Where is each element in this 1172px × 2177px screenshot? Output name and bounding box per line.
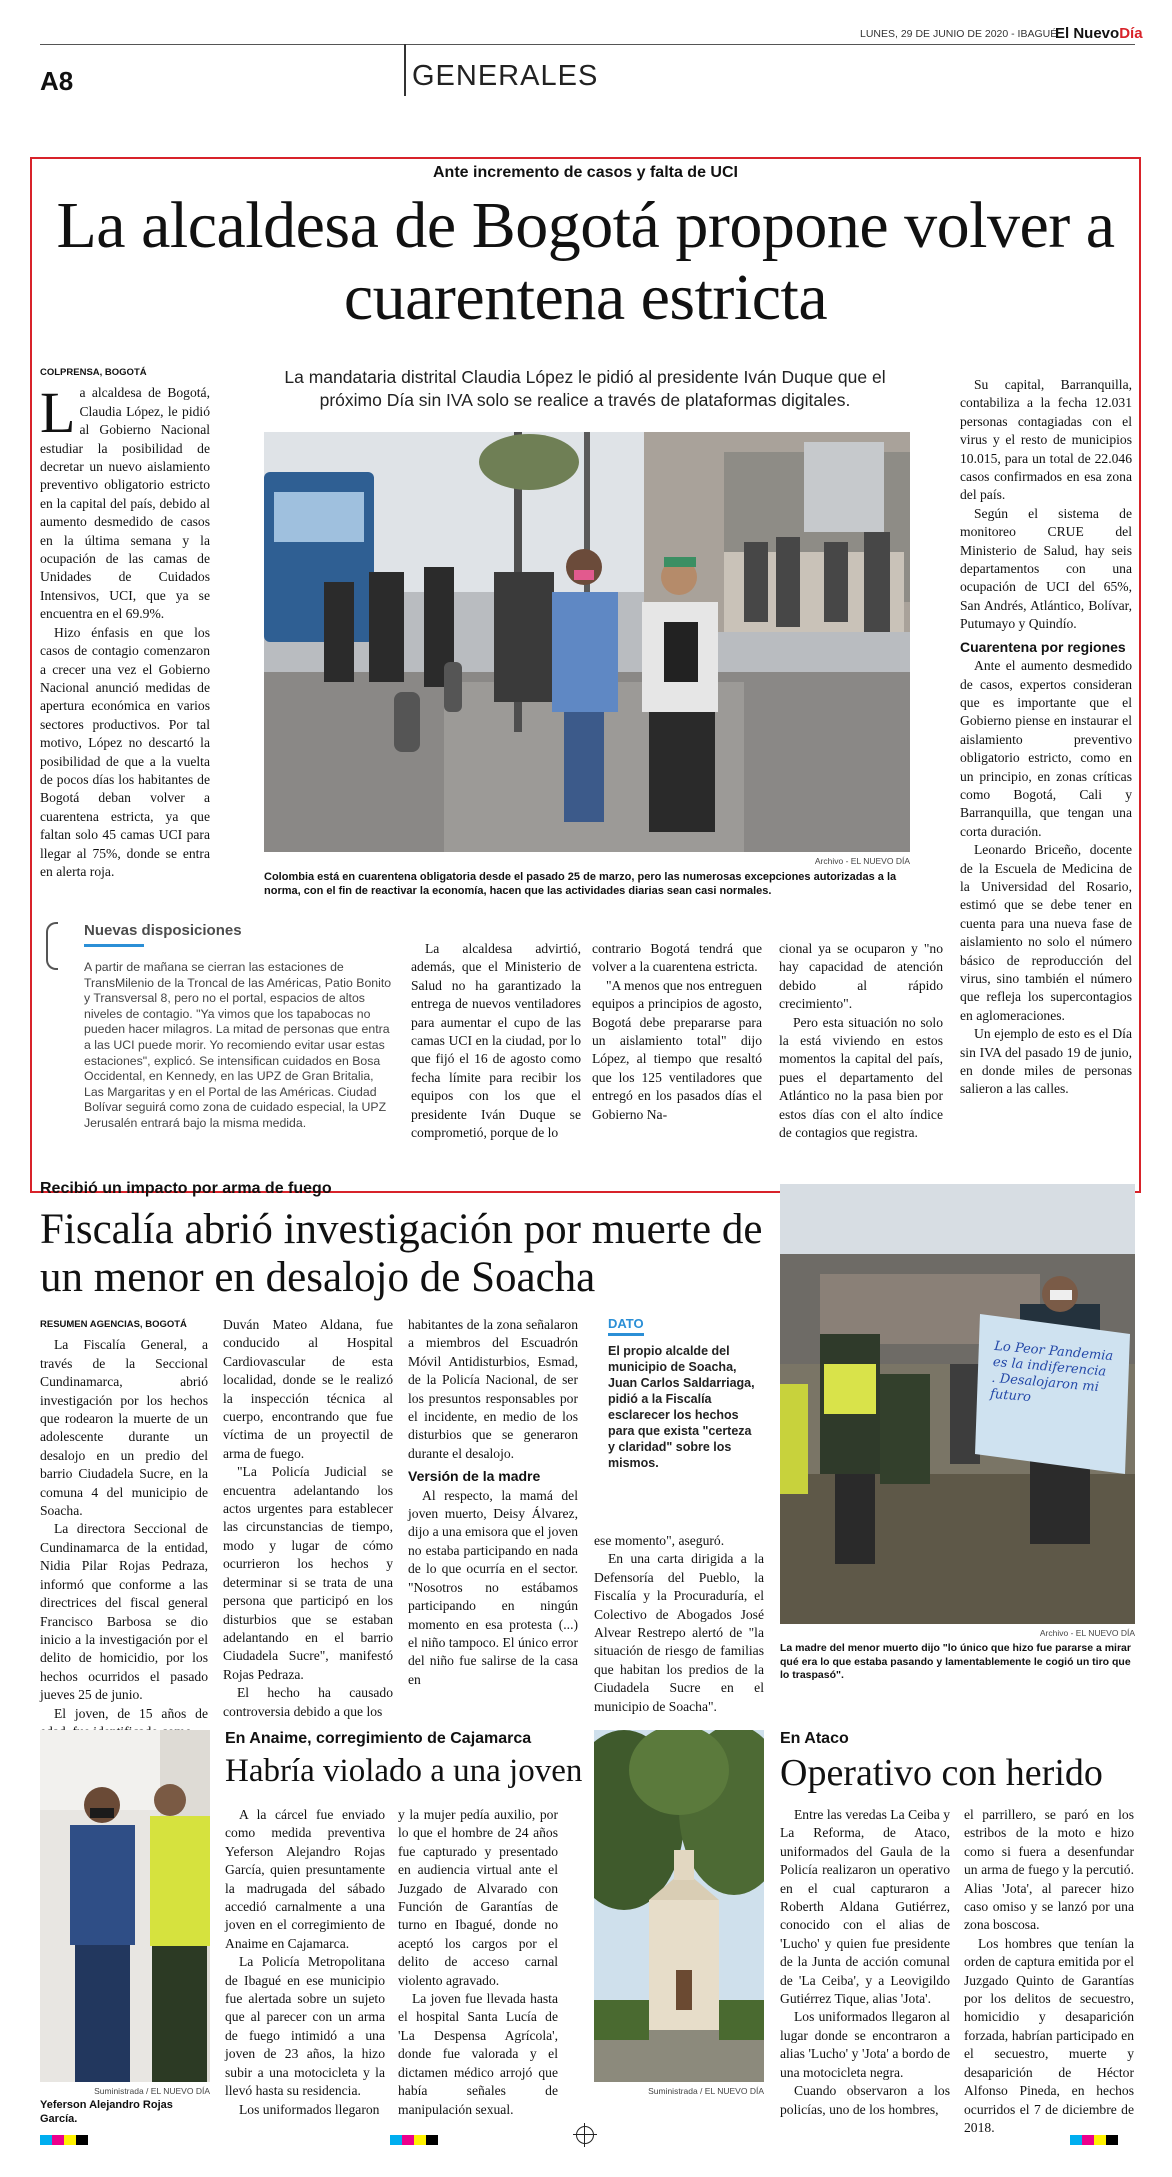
article3-kicker: En Anaime, corregimiento de Cajamarca — [225, 1730, 532, 1747]
article1-byline: COLPRENSA, BOGOTÁ — [40, 367, 147, 378]
article2-col2-p3: El hecho ha causado controversia debido a que los — [223, 1685, 393, 1719]
article2-col1-p2: La directora Seccional de Cundinamarca de la entidad, Nidia Pilar Rojas Pedraza, informó que conforme a las directrices del fiscal general Francisco Barbosa se dio inicio a la investigación por el delito de homicidio, por los hechos ocurridos el pasado jueves 25 de junio. — [40, 1521, 208, 1703]
article1-photo-caption: Colombia está en cuarentena obligatoria desde el pasado 25 de marzo, pero las numerosas excepciones autorizadas a la norma, con el fin de reactivar la economía, hacen que las actividades diarias sean casi normales. — [264, 871, 897, 897]
article2-col1 — [40, 1316, 208, 1741]
article3-col1-p2: La Policía Metropolitana de Ibagué en ese municipio fue alertada sobre un sujeto que al parecer con un arma de fuego intimidó a una joven de 23 años, la hizo subir a una motocicleta y la llevó hasta su residencia. — [225, 1954, 385, 2099]
article2-kicker: Recibió un impacto por arma de fuego — [40, 1180, 332, 1197]
sidebar-title-underline — [84, 944, 144, 947]
street-scene-photo — [264, 432, 910, 852]
color-registration-bar-center — [390, 2130, 438, 2149]
article2-col3-p1: habitantes de la zona señalaron a miembros del Escuadrón Móvil Antidisturbios, Esmad, de la Policía Nacional, de ser los presuntos responsables por el incidente, en medio de los disturbios que se generaron durante el desalojo. — [408, 1317, 578, 1461]
article3-col2 — [398, 1806, 558, 2119]
article1-right-p1: Su capital, Barranquilla, contabiliza a la fecha 12.031 personas contagiadas con el virus y el resto de municipios 10.015, para un total de 22.046 casos confirmados en esa zona del país. — [960, 377, 1132, 503]
masthead-main: El Nuevo — [1055, 25, 1120, 42]
article2-col3-p2: Al respecto, la mamá del joven muerto, Deisy Álvarez, dijo a una emisora que el joven no estaba participando en nada de lo que ocurría en el sector. "Nosotros no estábamos participando en ningún momento en esa protesta (...) el niño tampoco. El único error del niño fue salirse de la casa en — [408, 1487, 578, 1687]
article2-photo-credit: Archivo - EL NUEVO DÍA — [1039, 1628, 1135, 1638]
article2-col1-p3: El joven, de 15 años de — [54, 1705, 208, 1721]
article3-photo — [40, 1730, 210, 2082]
sidebar-title: Nuevas disposiciones — [84, 922, 242, 939]
header-rule — [40, 44, 1135, 45]
article1-dropcap: L — [40, 380, 76, 446]
dateline: LUNES, 29 DE JUNIO DE 2020 - IBAGUÉ — [860, 28, 1058, 40]
article2-col4 — [594, 1532, 764, 1716]
article2-col2 — [223, 1316, 393, 1721]
article4-photo-credit: Suministrada / EL NUEVO DÍA — [648, 2086, 764, 2096]
section-title: GENERALES — [412, 60, 599, 92]
article4-col2-p2: Los hombres que tenían la orden de captura emitida por el Juzgado Quinto de Garantías por los delitos de secuestro, homicidio y desaparición forzada, habrían participado en el secuestro, muerte y desaparición de Héctor Alfonso Pineda, en hechos ocurridos el 7 de diciembre de 2018. — [964, 1935, 1134, 2135]
article2-col1-p1: La Fiscalía General, a través de la Seccional Cundinamarca, abrió investigación por los hechos que rodearon la muerte de un adolescente durante un desalojo en un predio del barrio Ciudadela Sucre, en la comuna 4 del municipio de Soacha. — [40, 1337, 208, 1519]
article1-col1-p2: Hizo énfasis en que los casos de contagio comenzaron a crecer una vez el Gobierno Nacional anunció medidas de apertura económica en varios sectores productivos. Por tal motivo, López no descartó la posibilidad de que a la vuelta de pocos días los habitantes de Bogotá deban volver a cuarentena estricta, ya que faltan solo 45 camas UCI para llegar al 75%, donde se entra en alerta roja. — [40, 624, 210, 879]
article1-col5-p2: Pero esta situación no solo la está viviendo en estos momentos la capital del país, pues el departamento del Atlántico no la pasa bien por estos días con el alto índice de contagios que registra. — [779, 1014, 943, 1141]
article4-col1-p2: Los uniformados llegaron al lugar donde se encontraron a alias 'Lucho' y 'Jota' a bordo de una motocicleta negra. — [780, 2009, 950, 2080]
article2-col2-p2: "La Policía Judicial se encuentra adelantando los actos urgentes para establecer las circunstancias de tiempo, modo y lugar de cómo ocurrieron los hechos y determinar si se trata de una persona que participó en los disturbios que se estaban adelantando en el barrio Ciudadela Sucre", manifestó Rojas Pedraza. — [223, 1464, 393, 1682]
article1-headline: La alcaldesa de Bogotá propone volver a cuarentena estricta — [56, 189, 1115, 334]
page-number: A8 — [40, 66, 74, 96]
article1-kicker: Ante incremento de casos y falta de UCI — [433, 164, 738, 181]
article2-col2-p1: Duván Mateo Aldana, fue conducido al Hospital Cardiovascular de esta localidad, donde se le realizó la inspección técnica al cuerpo, encontrando que fue víctima de un proyectil de arma de fuego. — [223, 1317, 393, 1461]
article2-byline: RESUMEN AGENCIAS, BOGOTÁ — [40, 1319, 187, 1330]
color-registration-bar-right — [1070, 2130, 1118, 2149]
article4-col2 — [964, 1806, 1134, 2137]
article1-col4 — [592, 940, 762, 1124]
article1-right-p2: Según el sistema de monitoreo CRUE del Ministerio de Salud, hay seis departamentos con una ocupación de UCI del 65%, San Andrés, Atlántico, Bolívar, Putumayo y Quindío. — [960, 505, 1132, 632]
dato-underline — [608, 1333, 644, 1336]
article1-photo — [264, 432, 910, 852]
dato-label: DATO — [608, 1316, 644, 1331]
article4-photo — [594, 1730, 764, 2082]
article4-col1-p3: Cuando observaron a los policías, uno de los hombres, — [780, 2083, 950, 2117]
article3-col1 — [225, 1806, 385, 2119]
article1-col5-p1: cional ya se ocuparon y "no hay capacidad de atención debido al rápido crecimiento". — [779, 941, 943, 1012]
article3-col2-p1: y la mujer pedía auxilio, por lo que el hombre de 24 años fue capturado y presentado en audiencia virtual ante el Juzgado de Alvarado con Función de Garantías de turno en Ibagué, donde no aceptó los cargos por el delito de acceso carnal violento agravado. — [398, 1807, 558, 1988]
article3-headline: Habría violado a una joven — [225, 1753, 583, 1789]
article2-photo-caption: La madre del menor muerto dijo "lo único que hizo fue pararse a mirar qué era lo que estaba pasando y lamentablemente le cogió un tiro que lo traspasó". — [780, 1642, 1131, 1681]
article1-right-p3: Ante el aumento desmedido de casos, expertos consideran que es importante que el Gobierno piense en instaurar el aislamiento preventivo obligatorio estricto, como en un principio, en zonas críticas como Bogotá, Cali y Barranquilla, que tengan una corta duración. — [960, 658, 1132, 839]
article1-col3-p1: La alcaldesa advirtió, además, que el Ministerio de Salud no ha garantizado la entrega de nuevos ventiladores para aumentar el cupo de las camas UCI en la ciudad, por lo que fijó el 16 de agosto como fecha límite para recibir los equipos con los que el presidente Iván Duque se comprometió, porque de lo — [411, 941, 581, 1141]
registration-crosshair-icon — [576, 2126, 594, 2144]
article4-headline: Operativo con herido — [780, 1752, 1103, 1794]
article1-right-subhead: Cuarentena por regiones — [960, 638, 1126, 655]
article4-col1-p1: Entre las veredas La Ceiba y La Reforma, de Ataco, uniformados del Gaula de la Policía realizaron un operativo en el cual capturaron a Roberth Aldana Gutiérrez, conocido con el alias de 'Lucho' y quien fue presidente de la Junta de acción comunal de 'La Ceiba', y a Leovigildo Gutiérrez Tique, alias 'Jota'. — [780, 1807, 950, 2007]
article1-photo-credit: Archivo - EL NUEVO DÍA — [814, 856, 910, 866]
article3-photo-caption: Yeferson Alejandro Rojas García. — [40, 2099, 173, 2125]
article3-photo-credit: Suministrada / EL NUEVO DÍA — [94, 2086, 210, 2096]
article1-right-col — [960, 376, 1132, 1099]
article2-col3 — [408, 1316, 578, 1689]
article4-col2-p1: el parrillero, se paró en los estribos de la moto e hizo como si fuera a desenfundar un arma de fuego y la percutió. Alias 'Jota', al parecer hizo caso omiso y se lanzó por una zona boscosa. — [964, 1807, 1134, 1933]
color-registration-bar-left — [40, 2130, 88, 2149]
article3-col2-p2: La joven fue llevada hasta el hospital Santa Lucía de 'La Despensa Agrícola', donde fue valorada y el dictamen médico arrojó que había señales de manipulación sexual. — [398, 1991, 558, 2117]
article2-col4-p1: ese momento", aseguró. — [594, 1533, 725, 1548]
article4-col1 — [780, 1806, 950, 2119]
masthead-logo — [1055, 25, 1143, 42]
sidebar-bracket — [46, 922, 58, 970]
section-divider — [404, 44, 406, 96]
article1-subtitle: La mandataria distrital Claudia López le pidió al presidente Iván Duque que el próximo Día sin IVA solo se realice a través de plataformas digitales. — [284, 367, 886, 410]
article2-headline: Fiscalía abrió investigación por muerte de un menor en desalojo de Soacha — [40, 1206, 763, 1301]
article2-photo — [780, 1184, 1135, 1624]
article1-col5 — [779, 940, 943, 1142]
article1-col3 — [411, 940, 581, 1142]
article3-col1-p3: Los uniformados llegaron — [239, 2101, 380, 2117]
article1-col1-p1: a alcaldesa de Bogotá, Claudia López, le pidió al Gobierno Nacional estudiar la posibilidad de decretar un nuevo aislamiento preventivo obligatorio estricto en la capital del país, debido al aumento desmedido de casos en la última semana y la ocupación de las camas de Unidades de Cuidados Intensivos, UCI, que ya se encuentra en el 69.9%. — [40, 385, 210, 622]
masthead-accent: Día — [1119, 25, 1143, 42]
church-photo — [594, 1730, 764, 2082]
dato-text: El propio alcalde del municipio de Soacha, Juan Carlos Saldarriaga, pidió a la Fiscalía esclarecer los hechos para que exista "certeza y claridad" sobre los mismos. — [608, 1344, 755, 1470]
article1-col4-p1: contrario Bogotá tendrá que volver a la cuarentena estricta. — [592, 941, 762, 975]
article1-right-p4: Leonardo Briceño, docente de la Escuela de Medicina de la Universidad del Rosario, estimó que se debe tener en cuenta para una nueva fase de aislamiento no solo el número básico de reproducción del virus, sino también el número que refleja los supercontagios en aglomeraciones. — [960, 842, 1132, 1023]
article3-col1-p1: A la cárcel fue enviado como medida preventiva Yeferson Alejandro Rojas García, quien presuntamente la madrugada del sábado accedió carnalmente a una joven en el corregimiento de Anaime en Cajamarca. — [225, 1807, 385, 1951]
article1-right-p5: Un ejemplo de esto es el Día sin IVA del pasado 19 de junio, en donde miles de personas salieron a las calles. — [960, 1026, 1132, 1097]
article1-col4-p2: "A menos que nos entreguen equipos a principios de agosto, Bogotá debe prepararse para un aislamiento total" dijo López, al tiempo que resaltó que los 125 ventiladores que entregó en los pasados días el Gobierno Na- — [592, 977, 762, 1122]
sidebar-text: A partir de mañana se cierran las estaciones de TransMilenio de la Troncal de las Américas, Patio Bonito y Transversal 8, pero no el portal, espacios de altos niveles de contagio. "Ya vimos que los tapabocas no pueden hacer milagros. La mitad de personas que entra a las UCI puede morir. Yo recomiendo evitar usar estas estaciones", explicó. Se intensifican cuidados en Bosa Occidental, en Kennedy, en las UPZ de Gran Britalia, Las Margaritas y en el Portal de las Américas. Ciudad Bolívar seguirá como zona de cuidado especial, la UPZ Jerusalén entrará bajo la misma medida. — [84, 960, 392, 1130]
article2-col4-p2: En una carta dirigida a la Defensoría del Pueblo, la Fiscalía y la Procuraduría, el Colectivo de Abogados José Alvear Restrepo alertó de "la situación de riesgo de familias que habitan los predios de la Ciudadela Sucre en el municipio de Soacha". — [594, 1551, 764, 1714]
article1-col1 — [40, 364, 210, 881]
article4-kicker: En Ataco — [780, 1730, 849, 1747]
suspect-photo — [40, 1730, 210, 2082]
article2-col3-subhead: Versión de la madre — [408, 1468, 541, 1485]
protest-sign-text: Lo Peor Pandemia es la indiferencia . Desalojaron mi futuro — [989, 1338, 1114, 1406]
